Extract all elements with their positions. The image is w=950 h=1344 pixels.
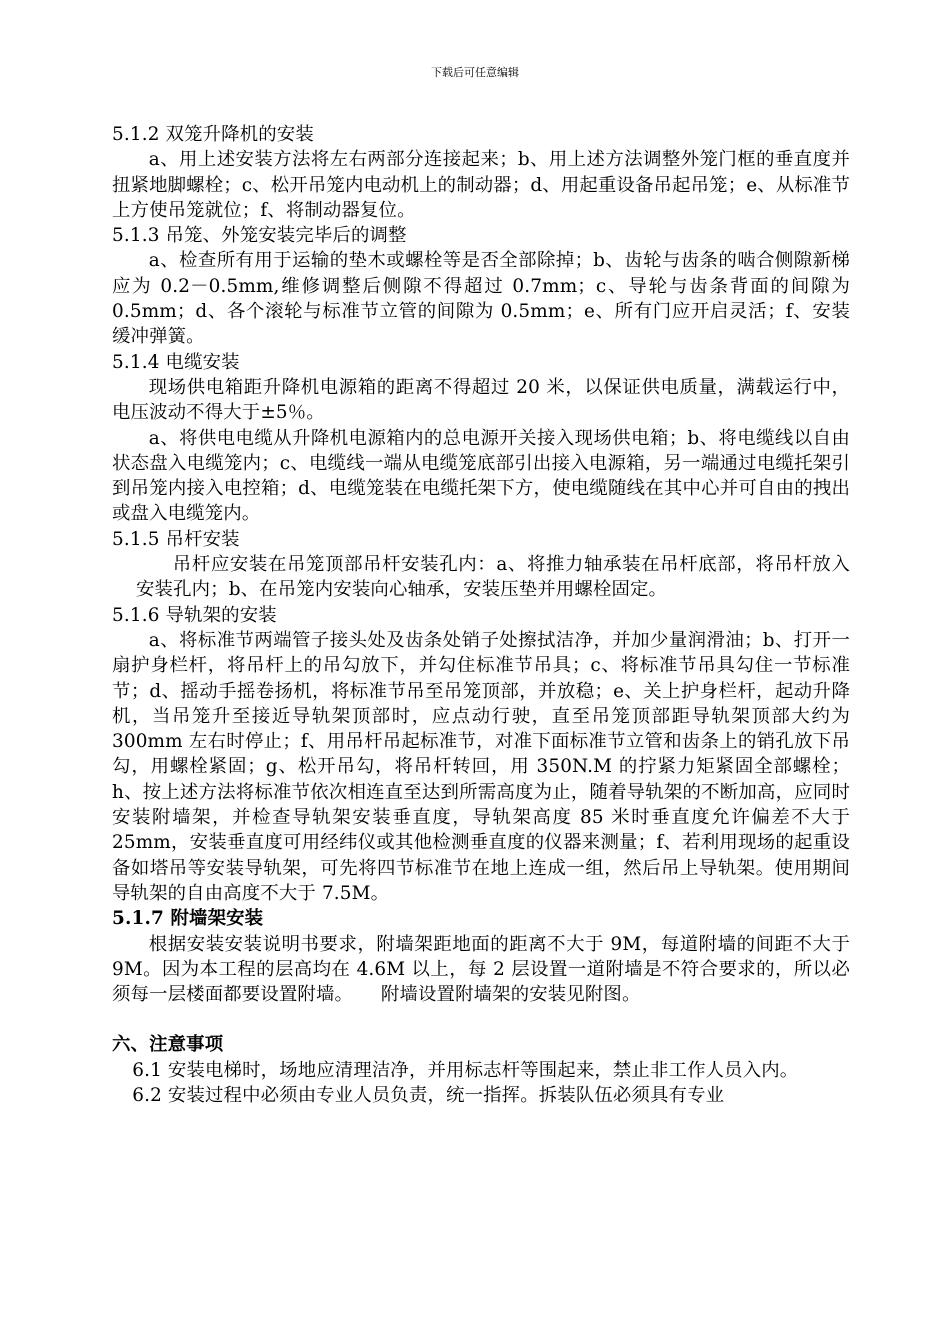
section-5-1-5-paragraph: 吊杆应安装在吊笼顶部吊杆安装孔内：a、将推力轴承装在吊杆底部，将吊杆放入安装孔内；b、在吊笼内安装向心轴承，安装压垫并用螺栓固定。 <box>136 554 850 601</box>
section-5-1-6-paragraph: a、将标准节两端管子接头处及齿条处销子处擦拭洁净，并加少量润滑油；b、打开一扇护身栏杆，将吊杆上的吊勾放下，并勾住标准节吊具；c、将标准节吊具勾住一节标准节；d、摇动手摇卷扬机，将标准节吊至吊笼顶部，并放稳；e、关上护身栏杆，起动升降机，当吊笼升至接近导轨架顶部时，应点动行驶，直至吊笼顶部距导轨架顶部大约为 300mm 左右时停止；f、用吊杆吊起标准节，对准下面标准节立管和齿条上的销孔放下吊勾，用螺栓紧固；g、松开吊勾，将吊杆转回，用 350N.M 的拧紧力矩紧固全部螺栓；h、按上述方法将标准节依次相连直至达到所需高度为止，随着导轨架的不断加高，应同时安装附墙架，并检查导轨架安装垂直度，导轨架高度 85 米时垂直度允许偏差不大于 25mm，安装垂直度可用经纬仪或其他检测垂直度的仪器来测量；f、若利用现场的起重设备如塔吊等安装导轨架，可先将四节标准节在地上连成一组，然后吊上导轨架。使用期间导轨架的自由高度不大于 7.5M。 <box>112 629 850 904</box>
section-5-1-4-paragraph-1: 现场供电箱距升降机电源箱的距离不得超过 20 米，以保证供电质量，满载运行中，电压波动不得大于±5％。 <box>112 376 850 424</box>
section-5-1-4-paragraph-2: a、将供电电缆从升降机电源箱内的总电源开关接入现场供电箱；b、将电缆线以自由状态盘入电缆笼内；c、电缆线一端从电缆笼底部引出接入电源箱，另一端通过电缆托架引到吊笼内接入电控箱；d、电缆笼装在电缆托架下方，使电缆随线在其中心并可自由的拽出或盘入电缆笼内。 <box>112 427 850 525</box>
section-6-2-paragraph: 6.2 安装过程中必须由专业人员负责，统一指挥。拆装队伍必须具有专业 <box>132 1084 725 1106</box>
section-6-1-paragraph: 6.1 安装电梯时，场地应清理洁净，并用标志杆等围起来，禁止非工作人员入内。 <box>132 1059 799 1081</box>
document-body <box>112 122 850 1108</box>
section-5-1-4-title: 5.1.4 电缆安装 <box>112 351 240 373</box>
section-5-1-2-title: 5.1.2 双笼升降机的安装 <box>112 124 314 145</box>
section-5-1-3-title: 5.1.3 吊笼、外笼安装完毕后的调整 <box>112 225 407 247</box>
section-gap <box>112 1007 850 1032</box>
section-5-1-6-title: 5.1.6 导轨架的安装 <box>112 604 277 626</box>
section-6-title: 六、注意事项 <box>112 1034 224 1056</box>
section-5-1-3-paragraph: a、检查所有用于运输的垫木或螺栓等是否全部除掉；b、齿轮与齿条的啮合侧隙新梯应为 0.2－0.5mm,维修调整后侧隙不得超过 0.7mm；c、导轮与齿条背面的间隙为 0.5mm；d、各个滚轮与标准节立管的间隙为 0.5mm；e、所有门应开启灵活；f、安装缓冲弹簧。 <box>112 250 850 348</box>
page-header: 下载后可任意编辑 <box>431 66 519 79</box>
section-5-1-7-title: 5.1.7 附墙架安装 <box>112 908 264 930</box>
section-5-1-2-paragraph: a、用上述安装方法将左右两部分连接起来；b、用上述方法调整外笼门框的垂直度并扭紧地脚螺栓；c、松开吊笼内电动机上的制动器；d、用起重设备吊起吊笼；e、从标准节上方使吊笼就位；f、将制动器复位。 <box>112 149 850 221</box>
section-5-1-7-paragraph: 根据安装安装说明书要求，附墙架距地面的距离不大于 9M，每道附墙的间距不大于 9M。因为本工程的层高均在 4.6M 以上，每 2 层设置一道附墙是不符合要求的，所以必须每一层楼面都要设置附墙。 附墙设置附墙架的安装见附图。 <box>112 933 850 1006</box>
section-5-1-5-title: 5.1.5 吊杆安装 <box>112 528 240 550</box>
